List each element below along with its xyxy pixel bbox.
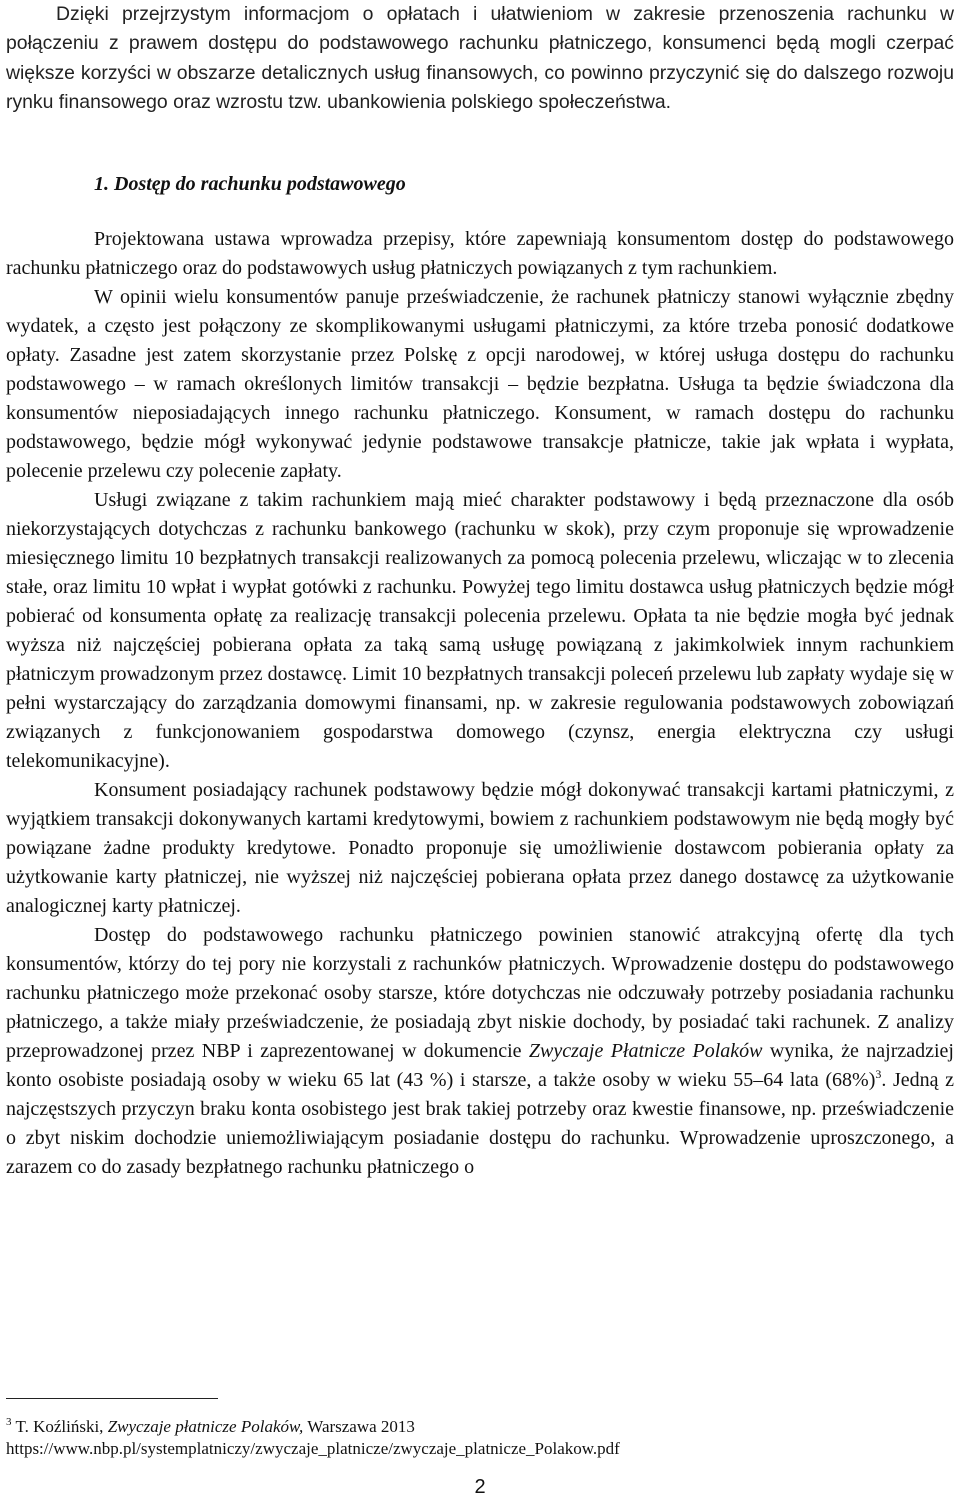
footnote-author: T. Koźliński, xyxy=(11,1417,108,1436)
paragraph-5-text-c: . Jedną z najczęstszych przyczyn braku konta osobistego jest brak takiej potrzeby oraz kwestie finansowe, np. przeświadczenie o zbyt niskim dochodzie uniemożliwiającym posiadanie dostępu do rachunku. Wprowadzenie uproszczonego, a zarazem co do zasady bezpłatnego rachunku płatniczego o xyxy=(6,1069,954,1178)
footnote-separator xyxy=(6,1398,218,1399)
footnote-number: 3 xyxy=(6,1416,12,1428)
paragraph-3: Usługi związane z takim rachunkiem mają mieć charakter podstawowy i będą przeznaczone dla osób niekorzystających dotychczas z rachunku bankowego (rachunku w skok), przy czym proponuje się wprowadzenie miesięcznego limitu 10 bezpłatnych transakcji realizowanych za pomocą polecenia przelewu, wliczając w to zlecenia stałe, oraz limitu 10 wpłat i wypłat gotówki z rachunku. Powyżej tego limitu dostawca usług płatniczych będzie mógł pobierać od konsumenta opłatę za realizację transakcji polecenia przelewu. Opłata ta nie będzie mogła być jednak wyższa niż najczęściej pobierana opłata za taką samą usługę powiązaną z jakimkolwiek innym rachunkiem płatniczym prowadzonym przez dostawcę. Limit 10 bezpłatnych transakcji poleceń przelewu lub zapłaty wydaje się w pełni wystarczający do zarządzania domowymi finansami, np. w zakresie regulowania podstawowych zobowiązań związanych z funkcjonowaniem gospodarstwa domowego (czynsz, energia elektryczna czy usługi telekomunikacyjne). xyxy=(6,489,954,772)
footnote-reference[interactable]: 3 xyxy=(875,1067,882,1081)
section-body xyxy=(6,225,954,1182)
paragraph-5 xyxy=(6,921,954,1182)
footnote-title: Zwyczaje płatnicze Polaków, xyxy=(107,1417,304,1436)
paragraph-4: Konsument posiadający rachunek podstawowy będzie mógł dokonywać transakcji kartami płatniczymi, z wyjątkiem transakcji dokonywanych kartami kredytowymi, bowiem z rachunkiem podstawowym nie będą mogły być powiązane żadne produkty kredytowe. Ponadto proponuje się umożliwienie dostawcom pobierania opłaty za użytkowanie karty płatniczej, nie wyższej niż najczęściej pobierana opłata przez danego dostawcę za użytkowanie analogicznej karty płatniczej. xyxy=(6,779,954,917)
paragraph-5-text-a: Dostęp do podstawowego rachunku płatniczego powinien stanowić atrakcyjną ofertę dla tych konsumentów, którzy do tej pory nie korzystali z rachunków płatniczych. Wprowadzenie dostępu do podstawowego rachunku płatniczego może przekonać osoby starsze, które dotychczas nie odczuwały potrzeby posiadania rachunku płatniczego, a także miały przeświadczenie, że posiadają zbyt niskie dochody, by posiadać taki rachunek. Z analizy przeprowadzonej przez NBP i zaprezentowanej w dokumencie xyxy=(6,924,954,1062)
intro-paragraph-block xyxy=(6,0,954,117)
page-number: 2 xyxy=(474,1476,486,1498)
footnote-url[interactable]: https://www.nbp.pl/systemplatniczy/zwyczaje_platnicze/zwyczaje_platnicze_Polakow.pdf xyxy=(6,1439,620,1458)
paragraph-2: W opinii wielu konsumentów panuje przeświadczenie, że rachunek płatniczy stanowi wyłącznie zbędny wydatek, a często jest połączony ze skomplikowanymi usługami płatniczymi, za które trzeba ponosić dodatkowe opłaty. Zasadne jest zatem skorzystanie przez Polskę z opcji narodowej, w której usługa dostępu do rachunku podstawowego – w ramach określonych limitów transakcji – będzie bezpłatna. Usługa ta będzie świadczona dla konsumentów nieposiadających innego rachunku płatniczego. Konsument, w ramach dostępu do rachunku podstawowego, będzie mógł wykonywać jedynie podstawowe transakcje płatnicze, takie jak wpłata i wypłata, polecenie przelewu czy polecenie zapłaty. xyxy=(6,286,954,482)
document-title-reference: Zwyczaje Płatnicze Polaków xyxy=(528,1040,763,1062)
paragraph-1: Projektowana ustawa wprowadza przepisy, które zapewniają konsumentom dostęp do podstawowego rachunku płatniczego oraz do podstawowych usług płatniczych powiązanych z tym rachunkiem. xyxy=(6,228,954,279)
footnote-citation xyxy=(6,1416,954,1438)
section-heading: 1. Dostęp do rachunku podstawowego xyxy=(94,173,406,195)
paragraph-5-text-b: wynika, że najrzadziej konto osobiste posiadają osoby w wieku 65 lat (43 %) i starsze, a także osoby w wieku 55–64 lata (68%) xyxy=(6,1040,954,1091)
intro-paragraph: Dzięki przejrzystym informacjom o opłatach i ułatwieniom w zakresie przenoszenia rachunku w połączeniu z prawem dostępu do podstawowego rachunku płatniczego, konsumenci będą mogli czerpać większe korzyści w obszarze detalicznych usług finansowych, co powinno przyczynić się do dalszego rozwoju rynku finansowego oraz wzrostu tzw. ubankowienia polskiego społeczeństwa. xyxy=(6,3,954,113)
footnote-place-year: Warszawa 2013 xyxy=(303,1417,415,1436)
footnote xyxy=(6,1416,954,1460)
